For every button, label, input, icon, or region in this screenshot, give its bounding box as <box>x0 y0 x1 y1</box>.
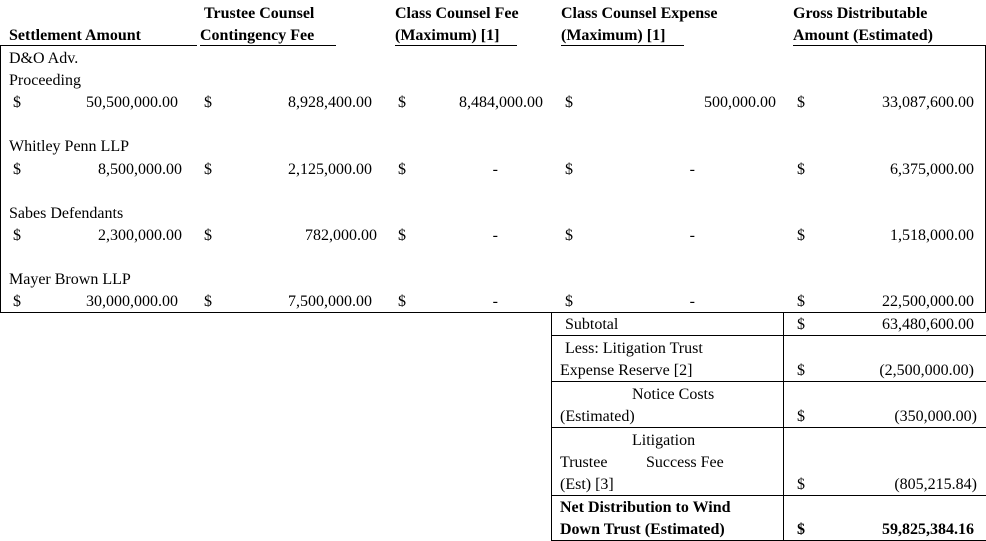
class-expense-value: - <box>689 227 695 244</box>
header-settlement-amount: Settlement Amount <box>9 27 141 44</box>
notice-label: Notice Costs <box>632 386 715 403</box>
header-underline <box>561 45 684 46</box>
table-border <box>0 45 1 313</box>
currency-symbol: $ <box>565 293 573 310</box>
currency-symbol: $ <box>398 94 406 111</box>
trustee-fee-value: 782,000.00 <box>305 227 377 244</box>
header-underline <box>793 45 986 46</box>
gross-value: 33,087,600.00 <box>882 94 974 111</box>
class-fee-value: - <box>492 227 498 244</box>
class-expense-value: - <box>689 293 695 310</box>
header-underline <box>0 45 197 46</box>
notice-value: (350,000.00) <box>894 408 977 425</box>
header-gross-line2: Amount (Estimated) <box>793 27 933 44</box>
gross-value: 22,500,000.00 <box>882 293 974 310</box>
success-fee-label: (Est) [3] <box>560 476 614 493</box>
summary-border <box>551 312 552 540</box>
currency-symbol: $ <box>797 94 805 111</box>
currency-symbol: $ <box>13 293 21 310</box>
header-gross-line1: Gross Distributable <box>793 5 928 22</box>
trustee-fee-value: 8,928,400.00 <box>288 94 372 111</box>
trustee-fee-value: 7,500,000.00 <box>288 293 372 310</box>
currency-symbol: $ <box>565 227 573 244</box>
currency-symbol: $ <box>13 94 21 111</box>
header-trustee-fee-line2: Contingency Fee <box>200 27 315 44</box>
class-fee-value: - <box>492 293 498 310</box>
currency-symbol: $ <box>204 161 212 178</box>
currency-symbol: $ <box>797 316 805 333</box>
header-class-fee-line1: Class Counsel Fee <box>395 5 519 22</box>
net-distribution-label: Net Distribution to Wind <box>560 499 731 516</box>
summary-border <box>783 312 784 540</box>
class-expense-value: - <box>689 161 695 178</box>
header-underline <box>200 45 336 46</box>
success-fee-label: Trustee <box>560 454 608 471</box>
currency-symbol: $ <box>797 362 805 379</box>
trustee-fee-value: 2,125,000.00 <box>288 161 372 178</box>
currency-symbol: $ <box>13 227 21 244</box>
gross-value: 1,518,000.00 <box>890 227 974 244</box>
currency-symbol: $ <box>204 293 212 310</box>
subtotal-value: 63,480,600.00 <box>882 316 974 333</box>
row-name: Whitley Penn LLP <box>9 138 129 155</box>
success-fee-value: (805,215.84) <box>894 476 977 493</box>
currency-symbol: $ <box>797 521 805 538</box>
gross-value: 6,375,000.00 <box>890 161 974 178</box>
header-trustee-fee-line1: Trustee Counsel <box>204 5 315 22</box>
settlement-value: 50,500,000.00 <box>86 94 178 111</box>
notice-label: (Estimated) <box>560 408 635 425</box>
reserve-value: (2,500,000.00) <box>879 362 974 379</box>
class-fee-value: 8,484,000.00 <box>459 94 543 111</box>
success-fee-label: Litigation <box>632 432 696 449</box>
currency-symbol: $ <box>797 227 805 244</box>
currency-symbol: $ <box>565 94 573 111</box>
row-name: Proceeding <box>9 72 81 89</box>
currency-symbol: $ <box>797 293 805 310</box>
row-name: Sabes Defendants <box>9 205 124 222</box>
header-underline <box>395 45 517 46</box>
header-class-expense-line1: Class Counsel Expense <box>561 5 718 22</box>
currency-symbol: $ <box>204 94 212 111</box>
row-name: Mayer Brown LLP <box>9 271 131 288</box>
currency-symbol: $ <box>204 227 212 244</box>
currency-symbol: $ <box>398 227 406 244</box>
subtotal-label: Subtotal <box>565 316 619 333</box>
reserve-label: Expense Reserve [2] <box>560 362 693 379</box>
settlement-value: 30,000,000.00 <box>86 293 178 310</box>
currency-symbol: $ <box>398 293 406 310</box>
currency-symbol: $ <box>398 161 406 178</box>
currency-symbol: $ <box>797 161 805 178</box>
row-name: D&O Adv. <box>9 50 79 67</box>
reserve-label: Less: Litigation Trust <box>565 340 703 357</box>
currency-symbol: $ <box>565 161 573 178</box>
class-expense-value: 500,000.00 <box>704 94 776 111</box>
currency-symbol: $ <box>797 476 805 493</box>
success-fee-label: Success Fee <box>646 454 724 471</box>
net-distribution-value: 59,825,384.16 <box>882 521 974 538</box>
settlement-value: 8,500,000.00 <box>98 161 182 178</box>
class-fee-value: - <box>492 161 498 178</box>
currency-symbol: $ <box>13 161 21 178</box>
header-class-fee-line2: (Maximum) [1] <box>395 27 500 44</box>
currency-symbol: $ <box>797 408 805 425</box>
settlement-value: 2,300,000.00 <box>98 227 182 244</box>
net-distribution-label: Down Trust (Estimated) <box>560 521 725 538</box>
header-class-expense-line2: (Maximum) [1] <box>561 27 666 44</box>
